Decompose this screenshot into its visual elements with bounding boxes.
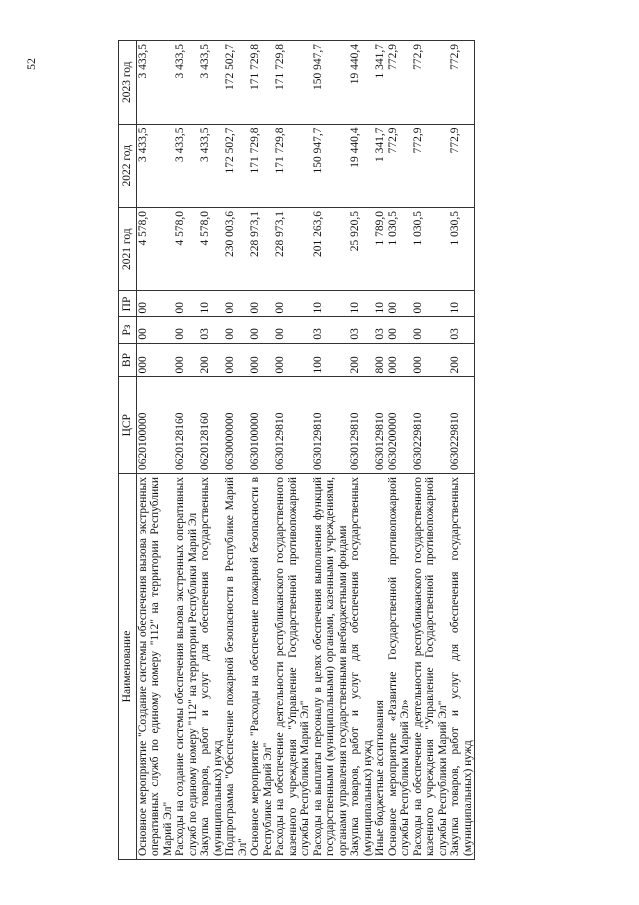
row-2023: 172 502,7 (224, 41, 249, 125)
row-pr: 00 (224, 291, 249, 317)
row-2022: 150 947,7 (312, 124, 350, 207)
header-2022: 2022 год (119, 124, 137, 207)
header-name: Наименование (119, 473, 137, 859)
row-name: Расходы на выплаты персоналу в целях обеспечения выполнения функций государственными (муниципальными) органами, казенными учреждениями, органами управления государственными внебюджетными фондами (312, 473, 350, 859)
row-csr: 0620128160 (199, 377, 224, 474)
row-csr: 0630129810 (274, 377, 312, 474)
row-rz: 03 (312, 317, 350, 343)
row-rz: 00 (224, 317, 249, 343)
row-2021: 1 789,0 (374, 207, 387, 290)
row-2022: 19 440,4 (349, 124, 374, 207)
row-name: Основное мероприятие "Создание системы обеспечения вызова экстренных оперативных служб по единому номеру "112" на территории Республики Марий Эл" (136, 473, 174, 859)
row-rz: 03 (349, 317, 374, 343)
row-2022: 772,9 (449, 124, 475, 207)
row-rz: 00 (174, 317, 199, 343)
row-rz: 00 (412, 317, 450, 343)
row-vr: 000 (224, 343, 249, 377)
row-name: Закупка товаров, работ и услуг для обеспечения государственных (муниципальных) нужд (199, 473, 224, 859)
row-2021: 25 920,5 (349, 207, 374, 290)
row-2023: 19 440,4 (349, 41, 374, 125)
table-row (249, 41, 274, 860)
row-csr: 0630129810 (312, 377, 350, 474)
row-pr: 00 (249, 291, 274, 317)
row-2023: 3 433,5 (174, 41, 199, 125)
table-row (374, 41, 387, 860)
row-name: Закупка товаров, работ и услуг для обеспечения государственных (муниципальных) нужд (449, 473, 475, 859)
row-rz: 03 (449, 317, 475, 343)
row-rz: 03 (374, 317, 387, 343)
row-csr: 0630100000 (249, 377, 274, 474)
row-pr: 10 (312, 291, 350, 317)
row-2023: 3 433,5 (199, 41, 224, 125)
row-2023: 772,9 (449, 41, 475, 125)
row-pr: 00 (136, 291, 174, 317)
row-2021: 4 578,0 (174, 207, 199, 290)
row-vr: 000 (387, 343, 412, 377)
row-rz: 03 (199, 317, 224, 343)
row-csr: 0630200000 (387, 377, 412, 474)
row-name: Иные бюджетные ассигнования (374, 473, 387, 859)
row-name: Расходы на создание системы обеспечения вызова экстренных оперативных служб по единому номеру "112" на территории Республики Марий Эл (174, 473, 199, 859)
row-csr: 0620100000 (136, 377, 174, 474)
row-name: Расходы на обеспечение деятельности республиканского государственного казенного учреждения "Управление Государственной противопожарной службы Республики Марий Эл" (274, 473, 312, 859)
header-rz: Рз (119, 317, 137, 343)
row-pr: 00 (274, 291, 312, 317)
row-name: Основное мероприятие "Расходы на обеспечение пожарной безопасности в Республике Марий Эл" (249, 473, 274, 859)
table-row (387, 41, 412, 860)
row-name: Основное мероприятие «Развитие Государственной противопожарной службы Республики Марий Эл» (387, 473, 412, 859)
row-rz: 00 (387, 317, 412, 343)
row-name: Закупка товаров, работ и услуг для обеспечения государственных (муниципальных) нужд (349, 473, 374, 859)
row-pr: 10 (449, 291, 475, 317)
row-name: Подпрограмма "Обеспечение пожарной безопасности в Республике Марий Эл" (224, 473, 249, 859)
row-vr: 000 (249, 343, 274, 377)
row-2022: 3 433,5 (199, 124, 224, 207)
row-csr: 0630129810 (374, 377, 387, 474)
row-csr: 0630229810 (412, 377, 450, 474)
row-2021: 230 003,6 (224, 207, 249, 290)
row-2022: 1 341,7 (374, 124, 387, 207)
budget-table (118, 40, 475, 860)
row-csr: 0620128160 (174, 377, 199, 474)
row-2022: 171 729,8 (274, 124, 312, 207)
table-row (136, 41, 174, 860)
row-2021: 1 030,5 (449, 207, 475, 290)
row-vr: 800 (374, 343, 387, 377)
row-2023: 772,9 (412, 41, 450, 125)
row-2022: 3 433,5 (136, 124, 174, 207)
header-2023: 2023 год (119, 41, 137, 125)
row-vr: 200 (199, 343, 224, 377)
row-pr: 00 (412, 291, 450, 317)
table-row (449, 41, 475, 860)
row-vr: 000 (136, 343, 174, 377)
row-2021: 4 578,0 (136, 207, 174, 290)
row-rz: 00 (249, 317, 274, 343)
row-2023: 171 729,8 (249, 41, 274, 125)
row-name: Расходы на обеспечение деятельности республиканского государственного казенного учреждения "Управление Государственной противопожарной службы Республики Марий Эл" (412, 473, 450, 859)
row-vr: 200 (449, 343, 475, 377)
page-number: 52 (24, 58, 38, 70)
row-2022: 171 729,8 (249, 124, 274, 207)
row-pr: 10 (374, 291, 387, 317)
row-vr: 000 (174, 343, 199, 377)
table-row (274, 41, 312, 860)
row-2023: 1 341,7 (374, 41, 387, 125)
row-2022: 772,9 (387, 124, 412, 207)
row-2021: 4 578,0 (199, 207, 224, 290)
row-2023: 772,9 (387, 41, 412, 125)
row-2023: 171 729,8 (274, 41, 312, 125)
header-vr: ВР (119, 343, 137, 377)
row-vr: 200 (349, 343, 374, 377)
row-csr: 0630129810 (349, 377, 374, 474)
header-pr: ПР (119, 291, 137, 317)
row-2021: 228 973,1 (274, 207, 312, 290)
row-vr: 000 (274, 343, 312, 377)
table-header-row (119, 41, 137, 860)
table-row (224, 41, 249, 860)
row-2023: 3 433,5 (136, 41, 174, 125)
row-vr: 100 (312, 343, 350, 377)
row-2023: 150 947,7 (312, 41, 350, 125)
row-vr: 000 (412, 343, 450, 377)
row-rz: 00 (274, 317, 312, 343)
row-2022: 3 433,5 (174, 124, 199, 207)
table-row (412, 41, 450, 860)
table-row (312, 41, 350, 860)
row-2021: 1 030,5 (387, 207, 412, 290)
row-2021: 228 973,1 (249, 207, 274, 290)
table-row (199, 41, 224, 860)
row-pr: 10 (199, 291, 224, 317)
row-pr: 00 (387, 291, 412, 317)
row-rz: 00 (136, 317, 174, 343)
row-csr: 0630229810 (449, 377, 475, 474)
row-2022: 772,9 (412, 124, 450, 207)
row-2022: 172 502,7 (224, 124, 249, 207)
row-pr: 00 (174, 291, 199, 317)
row-2021: 1 030,5 (412, 207, 450, 290)
row-pr: 10 (349, 291, 374, 317)
table-row (349, 41, 374, 860)
header-2021: 2021 год (119, 207, 137, 290)
row-2021: 201 263,6 (312, 207, 350, 290)
header-csr: ЦСР (119, 377, 137, 474)
row-csr: 0630000000 (224, 377, 249, 474)
table-row (174, 41, 199, 860)
